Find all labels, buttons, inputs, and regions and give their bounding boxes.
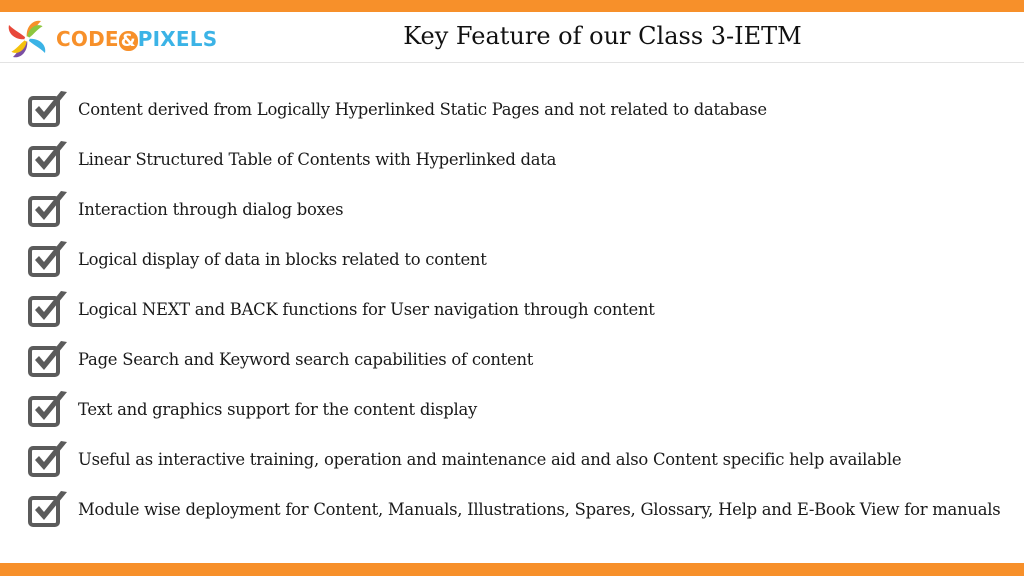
logo-word-pixels: PIXELS xyxy=(137,26,218,51)
checkbox-checked-icon xyxy=(26,339,70,379)
page-title: Key Feature of our Class 3-IETM xyxy=(403,22,802,50)
feature-text: Useful as interactive training, operation and maintenance aid and also Content specific help available xyxy=(78,449,902,469)
feature-text: Interaction through dialog boxes xyxy=(78,199,344,219)
bottom-accent-bar xyxy=(0,563,1024,576)
checkbox-checked-icon xyxy=(26,139,70,179)
logo-word-code: CODE xyxy=(56,26,119,51)
feature-item-2 xyxy=(26,134,1000,184)
company-logo xyxy=(6,17,217,61)
feature-item-5 xyxy=(26,284,1000,334)
checkbox-checked-icon xyxy=(26,439,70,479)
title-divider xyxy=(0,62,1024,63)
checkbox-checked-icon xyxy=(26,489,70,529)
checkbox-checked-icon xyxy=(26,289,70,329)
feature-item-3 xyxy=(26,184,1000,234)
feature-item-4 xyxy=(26,234,1000,284)
feature-text: Logical display of data in blocks related to content xyxy=(78,249,487,269)
feature-item-9 xyxy=(26,484,1000,534)
feature-item-6 xyxy=(26,334,1000,384)
feature-item-7 xyxy=(26,384,1000,434)
checkbox-checked-icon xyxy=(26,89,70,129)
feature-text: Content derived from Logically Hyperlinked Static Pages and not related to database xyxy=(78,99,767,119)
checkbox-checked-icon xyxy=(26,189,70,229)
logo-ampersand: & xyxy=(120,30,136,51)
feature-text: Text and graphics support for the content display xyxy=(78,399,478,419)
feature-text: Logical NEXT and BACK functions for User navigation through content xyxy=(78,299,655,319)
checkbox-checked-icon xyxy=(26,389,70,429)
logo-wordmark xyxy=(56,26,218,51)
feature-list xyxy=(26,84,1000,534)
feature-item-1 xyxy=(26,84,1000,134)
feature-text: Linear Structured Table of Contents with Hyperlinked data xyxy=(78,149,557,169)
feature-text: Page Search and Keyword search capabilities of content xyxy=(78,349,534,369)
top-accent-bar xyxy=(0,0,1024,12)
checkbox-checked-icon xyxy=(26,239,70,279)
feature-item-8 xyxy=(26,434,1000,484)
pinwheel-logo-icon xyxy=(6,18,48,60)
feature-text: Module wise deployment for Content, Manuals, Illustrations, Spares, Glossary, Help and E-Book View for manuals xyxy=(78,499,1001,519)
